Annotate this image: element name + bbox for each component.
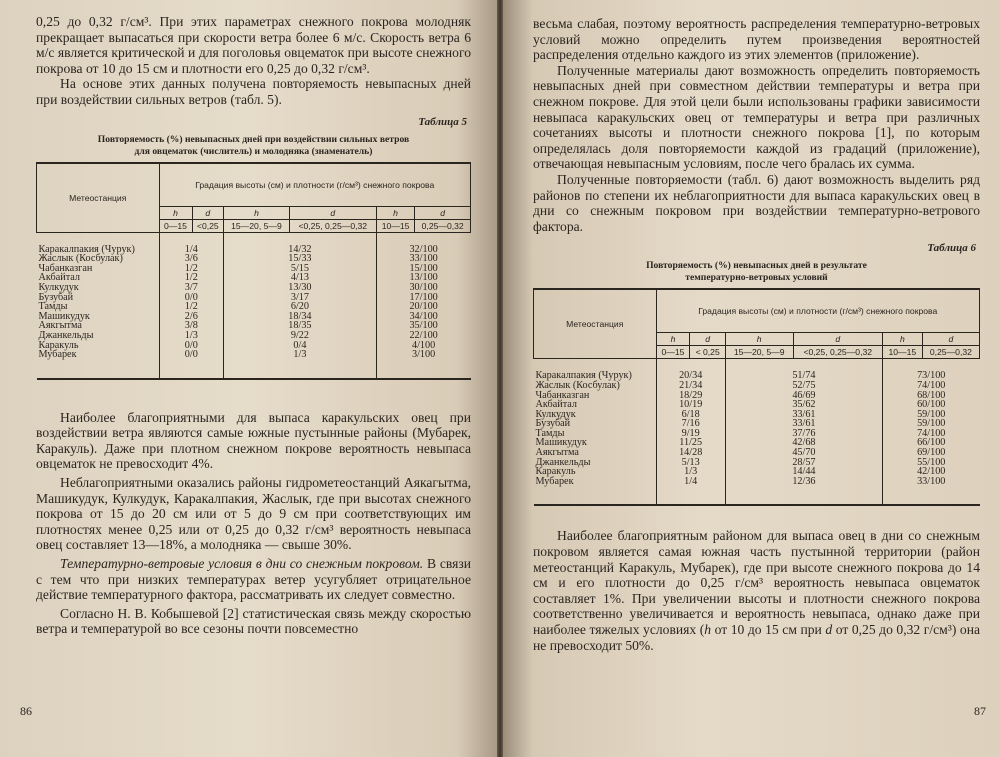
station-cell: Чабанказган: [38, 262, 93, 274]
value-cell: 18/29: [656, 391, 725, 401]
right-paragraph-3: Полученные повторяемости (табл. 6) дают возможность выделить ряд районов по степени их неблагоприятности для выпаса каракульских овец в дни со снежным покровом при воздействии температурно-ветрового фактора.: [533, 171, 980, 234]
table-5-head-d: d: [289, 206, 376, 219]
value-cell: 14/28: [656, 448, 725, 458]
table-row: [534, 448, 980, 458]
table-5-head-h: h: [224, 206, 290, 219]
value-cell: 0/4: [224, 341, 377, 351]
table-6-caption: [539, 260, 974, 284]
value-cell: 15/33: [224, 254, 377, 264]
value-cell: 37/76: [725, 429, 882, 439]
value-cell: 5/13: [656, 458, 725, 468]
value-cell: 51/74: [725, 359, 882, 381]
value-cell: 6/18: [656, 410, 725, 420]
table-5-caption: [42, 134, 465, 158]
right-paragraph-2: Полученные материалы дают возможность определить повторяемость невыпасных дней при совместном действии температуры и ветра при снежном покрове. Для этой цели были использованы графики зависимости невыпаса каракульских овец от температуры и ветра при различных сочетаниях высоты и плотности снежного покрова [1], по которым определялась доля повторяемости каждой из градаций (приложение), отвечающая невыпасным условиям, после чего бралась их сумма.: [533, 62, 980, 172]
value-cell: 1/4: [159, 232, 224, 254]
table-5-head-h: h: [159, 206, 192, 219]
value-cell: 1/2: [159, 302, 224, 312]
symbol-h: h: [704, 622, 712, 637]
table-5-head-station: Метеостанция: [37, 163, 160, 233]
left-paragraph-5: [36, 556, 471, 603]
station-cell: Кулкудук: [535, 408, 576, 420]
table-row: [534, 410, 980, 420]
table-row: [37, 341, 471, 351]
right-paragraph-4-text-c: от 0,25 до 0,32 г/см³) она не превосходит 50%.: [533, 622, 981, 653]
value-cell: 13/100: [376, 273, 470, 283]
table-6-body: [534, 359, 980, 506]
station-cell: Бузубай: [38, 291, 74, 303]
right-paragraph-4-text-b: от 10 до 15 см при: [711, 622, 826, 637]
value-cell: 9/22: [224, 331, 377, 341]
value-cell: 15/100: [376, 264, 470, 274]
value-cell: 74/100: [882, 429, 979, 439]
table-6-head-h: h: [725, 333, 793, 346]
table-5-head-d: d: [192, 206, 224, 219]
table-5-body: [37, 232, 471, 379]
left-paragraph-5-text: В связи с тем что при низких температурах ветер усугубляет отрицательное действие температурного фактора, рассматривать их следует совместно.: [36, 556, 471, 603]
value-cell: 59/100: [882, 410, 979, 420]
table-5-grad: <0,25, 0,25—0,32: [289, 219, 376, 232]
station-cell: Каракалпакия (Чурук): [535, 370, 632, 382]
value-cell: 20/100: [376, 302, 470, 312]
station-cell: Каракуль: [535, 466, 576, 478]
table-row: [37, 331, 471, 341]
table-row: [37, 350, 471, 379]
table-6: [533, 288, 980, 506]
value-cell: 1/2: [159, 273, 224, 283]
station-cell: Джанкельды: [535, 456, 591, 468]
table-6-grad: 10—15: [882, 346, 922, 359]
table-6-head-d: d: [922, 333, 979, 346]
value-cell: 66/100: [882, 438, 979, 448]
table-row: [534, 400, 980, 410]
value-cell: 1/3: [159, 331, 224, 341]
value-cell: 4/100: [376, 341, 470, 351]
table-row: [37, 312, 471, 322]
value-cell: 10/19: [656, 400, 725, 410]
table-6-grad: < 0,25: [690, 346, 725, 359]
value-cell: 18/35: [224, 321, 377, 331]
value-cell: 0/0: [159, 341, 224, 351]
value-cell: 74/100: [882, 381, 979, 391]
value-cell: 21/34: [656, 381, 725, 391]
value-cell: 68/100: [882, 391, 979, 401]
value-cell: 42/100: [882, 467, 979, 477]
value-cell: 2/6: [159, 312, 224, 322]
value-cell: 46/69: [725, 391, 882, 401]
table-5-label: Таблица 5: [418, 115, 467, 128]
table-6-grad: <0,25, 0,25—0,32: [793, 346, 882, 359]
station-cell: Мубарек: [535, 475, 574, 487]
value-cell: 28/57: [725, 458, 882, 468]
station-cell: Машикудук: [38, 310, 90, 322]
value-cell: 4/13: [224, 273, 377, 283]
table-6-caption-line-2: температурно-ветровых условий: [685, 272, 828, 284]
table-6-head-h: h: [656, 333, 690, 346]
table-6-head-station: Метеостанция: [534, 289, 657, 359]
station-cell: Каракалпакия (Чурук): [38, 243, 135, 255]
table-6-label: Таблица 6: [927, 242, 976, 255]
value-cell: 5/15: [224, 264, 377, 274]
table-5-grad: <0,25: [192, 219, 224, 232]
table-row: [37, 232, 471, 254]
table-row: [37, 254, 471, 264]
station-cell: Аякгытма: [38, 320, 82, 332]
value-cell: 6/20: [224, 302, 377, 312]
table-row: [37, 302, 471, 312]
table-row: [37, 273, 471, 283]
page-number-left: 86: [20, 704, 32, 718]
table-row: [534, 359, 980, 381]
value-cell: 1/3: [656, 467, 725, 477]
table-6-grad: 15—20, 5—9: [725, 346, 793, 359]
page-number-right: 87: [974, 704, 986, 718]
station-cell: Акбайтал: [535, 399, 577, 411]
table-6-head-h: h: [882, 333, 922, 346]
value-cell: 32/100: [376, 232, 470, 254]
right-paragraph-4: [533, 528, 980, 653]
table-5-caption-line-2: для овцематок (числитель) и молодняка (знаменатель): [134, 145, 373, 157]
table-row: [534, 467, 980, 477]
value-cell: 69/100: [882, 448, 979, 458]
value-cell: 12/36: [725, 477, 882, 506]
value-cell: 52/75: [725, 381, 882, 391]
right-paragraph-1: весьма слабая, поэтому вероятность распределения температурно-ветровых условий можно определить путем произведения вероятностей распределения отдельно каждого из этих элементов (приложение).: [533, 16, 980, 63]
value-cell: 73/100: [882, 359, 979, 381]
value-cell: 3/6: [159, 254, 224, 264]
table-6-grad: 0,25—0,32: [922, 346, 979, 359]
value-cell: 18/34: [224, 312, 377, 322]
value-cell: 22/100: [376, 331, 470, 341]
table-5-head-d: d: [415, 206, 471, 219]
station-cell: Кулкудук: [38, 281, 79, 293]
value-cell: 34/100: [376, 312, 470, 322]
table-6-grad: 0—15: [656, 346, 690, 359]
value-cell: 33/61: [725, 419, 882, 429]
value-cell: 14/32: [224, 232, 377, 254]
symbol-d: d: [825, 622, 833, 637]
table-5: [36, 162, 471, 380]
table-5-grad: 15—20, 5—9: [224, 219, 290, 232]
station-cell: Мубарек: [38, 349, 77, 361]
table-row: [534, 458, 980, 468]
station-cell: Машикудук: [535, 437, 587, 449]
station-cell: Жаслык (Косбулак): [38, 253, 123, 265]
page-86: [0, 0, 497, 757]
value-cell: 60/100: [882, 400, 979, 410]
section-heading: Температурно-ветровые условия в дни со снежным покровом.: [60, 556, 424, 572]
table-row: [534, 419, 980, 429]
value-cell: 11/25: [656, 438, 725, 448]
value-cell: 30/100: [376, 283, 470, 293]
table-5-caption-line-1: Повторяемость (%) невыпасных дней при воздействии сильных ветров: [97, 133, 410, 145]
station-cell: Джанкельды: [38, 329, 94, 341]
value-cell: 33/100: [376, 254, 470, 264]
value-cell: 1/3: [224, 350, 377, 379]
value-cell: 3/7: [159, 283, 224, 293]
table-6-head-gradation: Градация высоты (см) и плотности (г/см³) снежного покрова: [656, 289, 980, 333]
value-cell: 0/0: [159, 350, 224, 379]
table-row: [534, 391, 980, 401]
value-cell: 7/16: [656, 419, 725, 429]
table-6-head-d: d: [793, 333, 882, 346]
station-cell: Чабанказган: [535, 389, 590, 401]
value-cell: 9/19: [656, 429, 725, 439]
value-cell: 0/0: [159, 293, 224, 303]
station-cell: Бузубай: [535, 418, 571, 430]
value-cell: 14/44: [725, 467, 882, 477]
table-5-head-h: h: [376, 206, 415, 219]
table-row: [37, 293, 471, 303]
station-cell: Аякгытма: [535, 447, 579, 459]
value-cell: 3/17: [224, 293, 377, 303]
table-row: [534, 429, 980, 439]
value-cell: 35/100: [376, 321, 470, 331]
value-cell: 55/100: [882, 458, 979, 468]
table-5-grad: 0,25—0,32: [415, 219, 471, 232]
table-6-head-d: d: [690, 333, 725, 346]
table-row: [37, 264, 471, 274]
value-cell: 33/100: [882, 477, 979, 506]
value-cell: 35/62: [725, 400, 882, 410]
value-cell: 45/70: [725, 448, 882, 458]
value-cell: 1/4: [656, 477, 725, 506]
table-row: [37, 321, 471, 331]
table-6-caption-line-1: Повторяемость (%) невыпасных дней в результате: [646, 260, 867, 272]
station-cell: Тамды: [38, 301, 68, 313]
station-cell: Тамды: [535, 427, 565, 439]
station-cell: Каракуль: [38, 339, 79, 351]
station-cell: Жаслык (Косбулак): [535, 379, 620, 391]
left-paragraph-2: На основе этих данных получена повторяемость невыпасных дней при воздействии сильных ветров (табл. 5).: [36, 76, 471, 107]
value-cell: 17/100: [376, 293, 470, 303]
right-paragraph-4-text-a: Наиболее благоприятным районом для выпаса овец в дни со снежным покровом является самая южная часть пустынной территории (район метеостанций Каракуль, Мубарек), где при высоте снежного покрова до 14 см и его плотности до 0,25 г/см³ вероятность невыпаса овцематок составляет 1%. При увеличении высоты и плотности снежного покрова соответственно увеличивается и вероятность невыпаса, однако даже при наиболее тяжелых условиях (: [533, 528, 980, 637]
value-cell: 42/68: [725, 438, 882, 448]
table-row: [534, 477, 980, 506]
value-cell: 3/8: [159, 321, 224, 331]
left-paragraph-6: Согласно Н. В. Кобышевой [2] статистическая связь между скоростью ветра и температурой во все сезоны почти повсеместно: [36, 605, 471, 637]
table-row: [37, 283, 471, 293]
left-paragraph-4: Неблагоприятными оказались районы гидрометеостанций Аякагытма, Машикудук, Кулкудук, Каракалпакия, Жаслык, где при высотах снежного покрова от 15 до 20 см или от 5 до 9 см при соответствующих им плотностях менее 0,25 или от 0,25 до 0,32 г/см³ вероятность невыпаса овец составляет 13—18%, а молодняка — свыше 30%.: [36, 475, 471, 553]
table-5-grad: 0—15: [159, 219, 192, 232]
value-cell: 1/2: [159, 264, 224, 274]
table-5-head-gradation: Градация высоты (см) и плотности (г/см³) снежного покрова: [159, 163, 471, 207]
table-row: [534, 438, 980, 448]
page-87: [503, 0, 1000, 757]
table-row: [534, 381, 980, 391]
left-paragraph-3: Наиболее благоприятными для выпаса каракульских овец при воздействии ветра являются самые южные пустынные районы (Мубарек, Каракуль). Даже при плотном снежном покрове вероятность невыпаса овцематок не превосходит 4%.: [36, 409, 471, 472]
value-cell: 59/100: [882, 419, 979, 429]
station-cell: Акбайтал: [38, 272, 80, 284]
left-paragraph-1: 0,25 до 0,32 г/см³. При этих параметрах снежного покрова молодняк прекращает выпасаться при скорости ветра более 6 м/с. Скорость ветра 6 м/с является критической и для поголовья овцематок при высоте снежного покрова от 10 до 15 см и плотности его 0,25 до 0,32 г/см³.: [36, 14, 471, 76]
table-5-grad: 10—15: [376, 219, 415, 232]
value-cell: 13/30: [224, 283, 377, 293]
value-cell: 20/34: [656, 359, 725, 381]
value-cell: 3/100: [376, 350, 470, 379]
value-cell: 33/61: [725, 410, 882, 420]
